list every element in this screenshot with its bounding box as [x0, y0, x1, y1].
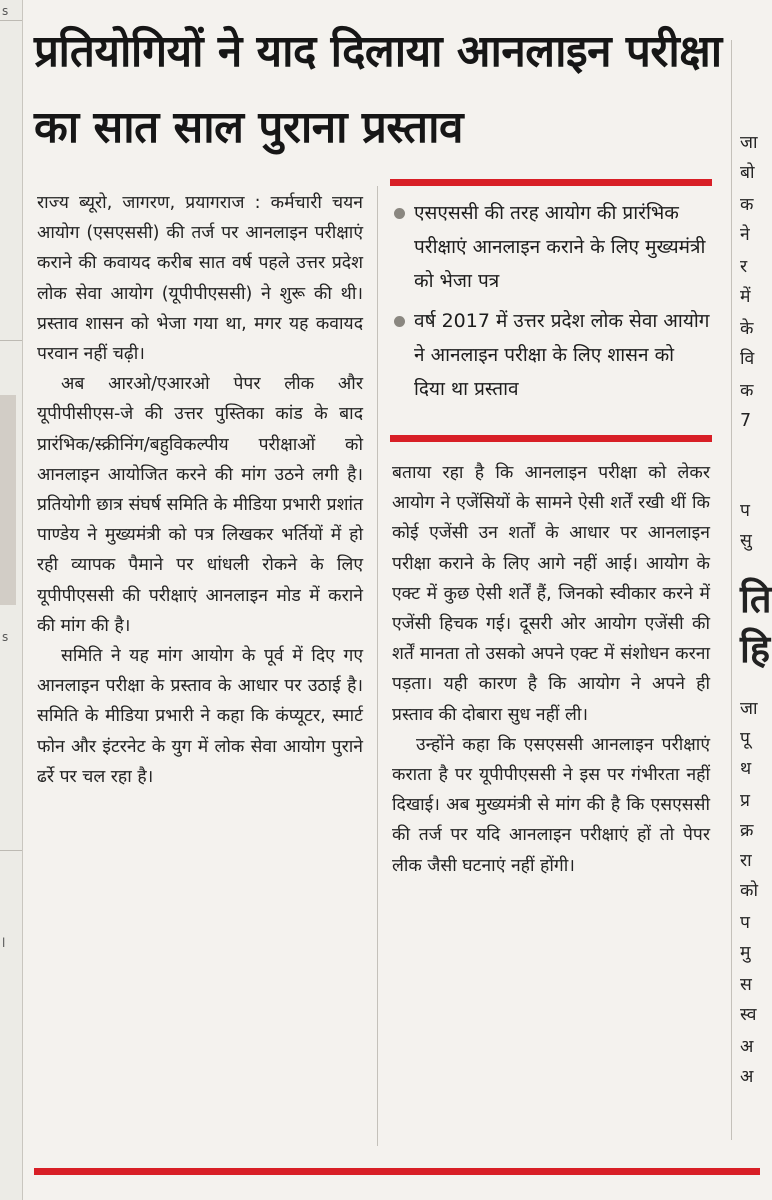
adjacent-article-strip-left	[0, 0, 23, 1200]
adjacent-text-fragment: ने	[740, 225, 750, 245]
adjacent-text-fragment: अ	[740, 1037, 754, 1057]
adjacent-text-fragment: रा	[740, 851, 752, 871]
article-body-right-column	[392, 458, 710, 881]
adjacent-text-fragment: को	[740, 881, 758, 901]
body-paragraph: समिति ने यह मांग आयोग के पूर्व में दिए गए आनलाइन परीक्षा के प्रस्ताव के आधार पर उठाई है। समिति के मीडिया प्रभारी ने कहा कि कंप्यूटर, स्मार्ट फोन और इंटरनेट के युग में लोक सेवा आयोग पुराने ढर्रे पर चल रहा है।	[37, 646, 363, 787]
adjacent-text-fragment: क	[740, 381, 754, 401]
adjacent-text-fragment: बो	[740, 163, 755, 183]
pull-quote-top-rule	[390, 179, 712, 186]
adjacent-text-fragment: थ	[740, 759, 752, 779]
column-divider	[377, 186, 378, 1146]
highlight-item	[392, 196, 710, 298]
adjacent-text-fragment: अ	[740, 1067, 754, 1087]
adjacent-text-fragment: प	[740, 913, 750, 933]
highlight-item	[392, 304, 710, 406]
body-paragraph: बताया रहा है कि आनलाइन परीक्षा को लेकर आयोग ने एजेंसियों के सामने ऐसी शर्तें रखी थीं कि कोई एजेंसी उन शर्तों के आधार पर आनलाइन परीक्षा कराने के लिए आगे नहीं आई। आयोग के एक्ट में कुछ ऐसी शर्तें हैं, जिनको स्वीकार करने में एजेंसी हिचक गई। दूसरी ओर आयोग एजेंसी की शर्तें मानता तो उसको अपने एक्ट में संशोधन करना पड़ता। यही कारण है कि आयोग ने अपने ही प्रस्ताव की दोबारा सुध नहीं ली।	[392, 463, 710, 725]
body-paragraph-text: कर्मचारी चयन आयोग (एसएससी) की तर्ज पर आनलाइन परीक्षाएं कराने की कवायद करीब सात वर्ष पहले उत्तर प्रदेश लोक सेवा आयोग (यूपीपीएससी) ने शुरू की थी। प्रस्ताव शासन को भेजा गया था, मगर यह कवायद परवान नहीं चढ़ी।	[37, 193, 363, 365]
bottom-red-rule	[34, 1168, 760, 1175]
adjacent-text-fragment: स्व	[740, 1005, 757, 1025]
adjacent-text-fragment: क	[740, 195, 754, 215]
adjacent-text-fragment: मु	[740, 943, 751, 963]
dateline: राज्य ब्यूरो, जागरण, प्रयागराज :	[37, 193, 261, 213]
adjacent-text-fragment: र	[740, 257, 748, 277]
pull-quote-highlights	[392, 196, 710, 412]
adjacent-text-fragment: वि	[740, 349, 755, 369]
adjacent-photo-fragment	[0, 395, 16, 605]
adjacent-text-fragment: l	[2, 936, 6, 950]
adjacent-text-fragment: स	[740, 975, 752, 995]
adjacent-text-fragment: 7	[740, 411, 752, 431]
adjacent-text-fragment: के	[740, 319, 754, 339]
adjacent-text-fragment: s	[2, 4, 9, 18]
adjacent-text-fragment: क्र	[740, 821, 754, 841]
column-rule	[0, 340, 22, 341]
highlight-text: एसएससी की तरह आयोग की प्रारंभिक परीक्षाएं आनलाइन कराने के लिए मुख्यमंत्री को भेजा पत्र	[414, 202, 706, 292]
column-divider	[731, 40, 732, 1140]
bullet-icon	[394, 208, 405, 219]
adjacent-text-fragment: सु	[740, 531, 752, 551]
highlight-text: वर्ष 2017 में उत्तर प्रदेश लोक सेवा आयोग ने आनलाइन परीक्षा के लिए शासन को दिया था प्रस्ताव	[414, 310, 710, 400]
article-body-left-column	[37, 188, 363, 792]
column-rule	[0, 850, 22, 851]
adjacent-text-fragment: जा	[740, 699, 758, 719]
adjacent-text-fragment: प्र	[740, 791, 750, 811]
article-headline: प्रतियोगियों ने याद दिलाया आनलाइन परीक्षा का सात साल पुराना प्रस्ताव	[34, 26, 722, 153]
adjacent-text-fragment: प	[740, 501, 750, 521]
adjacent-text-fragment: पू	[740, 729, 750, 749]
adjacent-text-fragment: में	[740, 287, 751, 307]
adjacent-text-fragment: जा	[740, 133, 758, 153]
adjacent-article-strip-right	[736, 0, 772, 1200]
body-paragraph	[37, 188, 363, 369]
body-paragraph: अब आरओ/एआरओ पेपर लीक और यूपीपीसीएस-जे की उत्तर पुस्तिका कांड के बाद प्रारंभिक/स्क्रीनिंग/बहुविकल्पीय परीक्षाओं को आनलाइन आयोजित करने की मांग उठने लगी है। प्रतियोगी छात्र संघर्ष समिति के मीडिया प्रभारी प्रशांत पाण्डेय ने मुख्यमंत्री को पत्र लिखकर भर्तियों में हो रही व्यापक पैमाने पर धांधली रोकने के लिए यूपीपीएससी की परीक्षाएं आनलाइन मोड में कराने की मांग की है।	[37, 374, 363, 636]
pull-quote-bottom-rule	[390, 435, 712, 442]
bullet-icon	[394, 316, 405, 327]
adjacent-text-fragment: हि	[740, 627, 771, 671]
adjacent-text-fragment: ति	[740, 577, 772, 621]
column-rule	[0, 20, 22, 21]
body-paragraph: उन्होंने कहा कि एसएससी आनलाइन परीक्षाएं कराता है पर यूपीपीएससी ने इस पर गंभीरता नहीं दिखाई। अब मुख्यमंत्री से मांग की है कि एसएससी की तर्ज पर यदि आनलाइन परीक्षाएं हों तो पेपर लीक जैसी घटनाएं नहीं होंगी।	[392, 734, 710, 876]
adjacent-text-fragment: s	[2, 630, 9, 644]
